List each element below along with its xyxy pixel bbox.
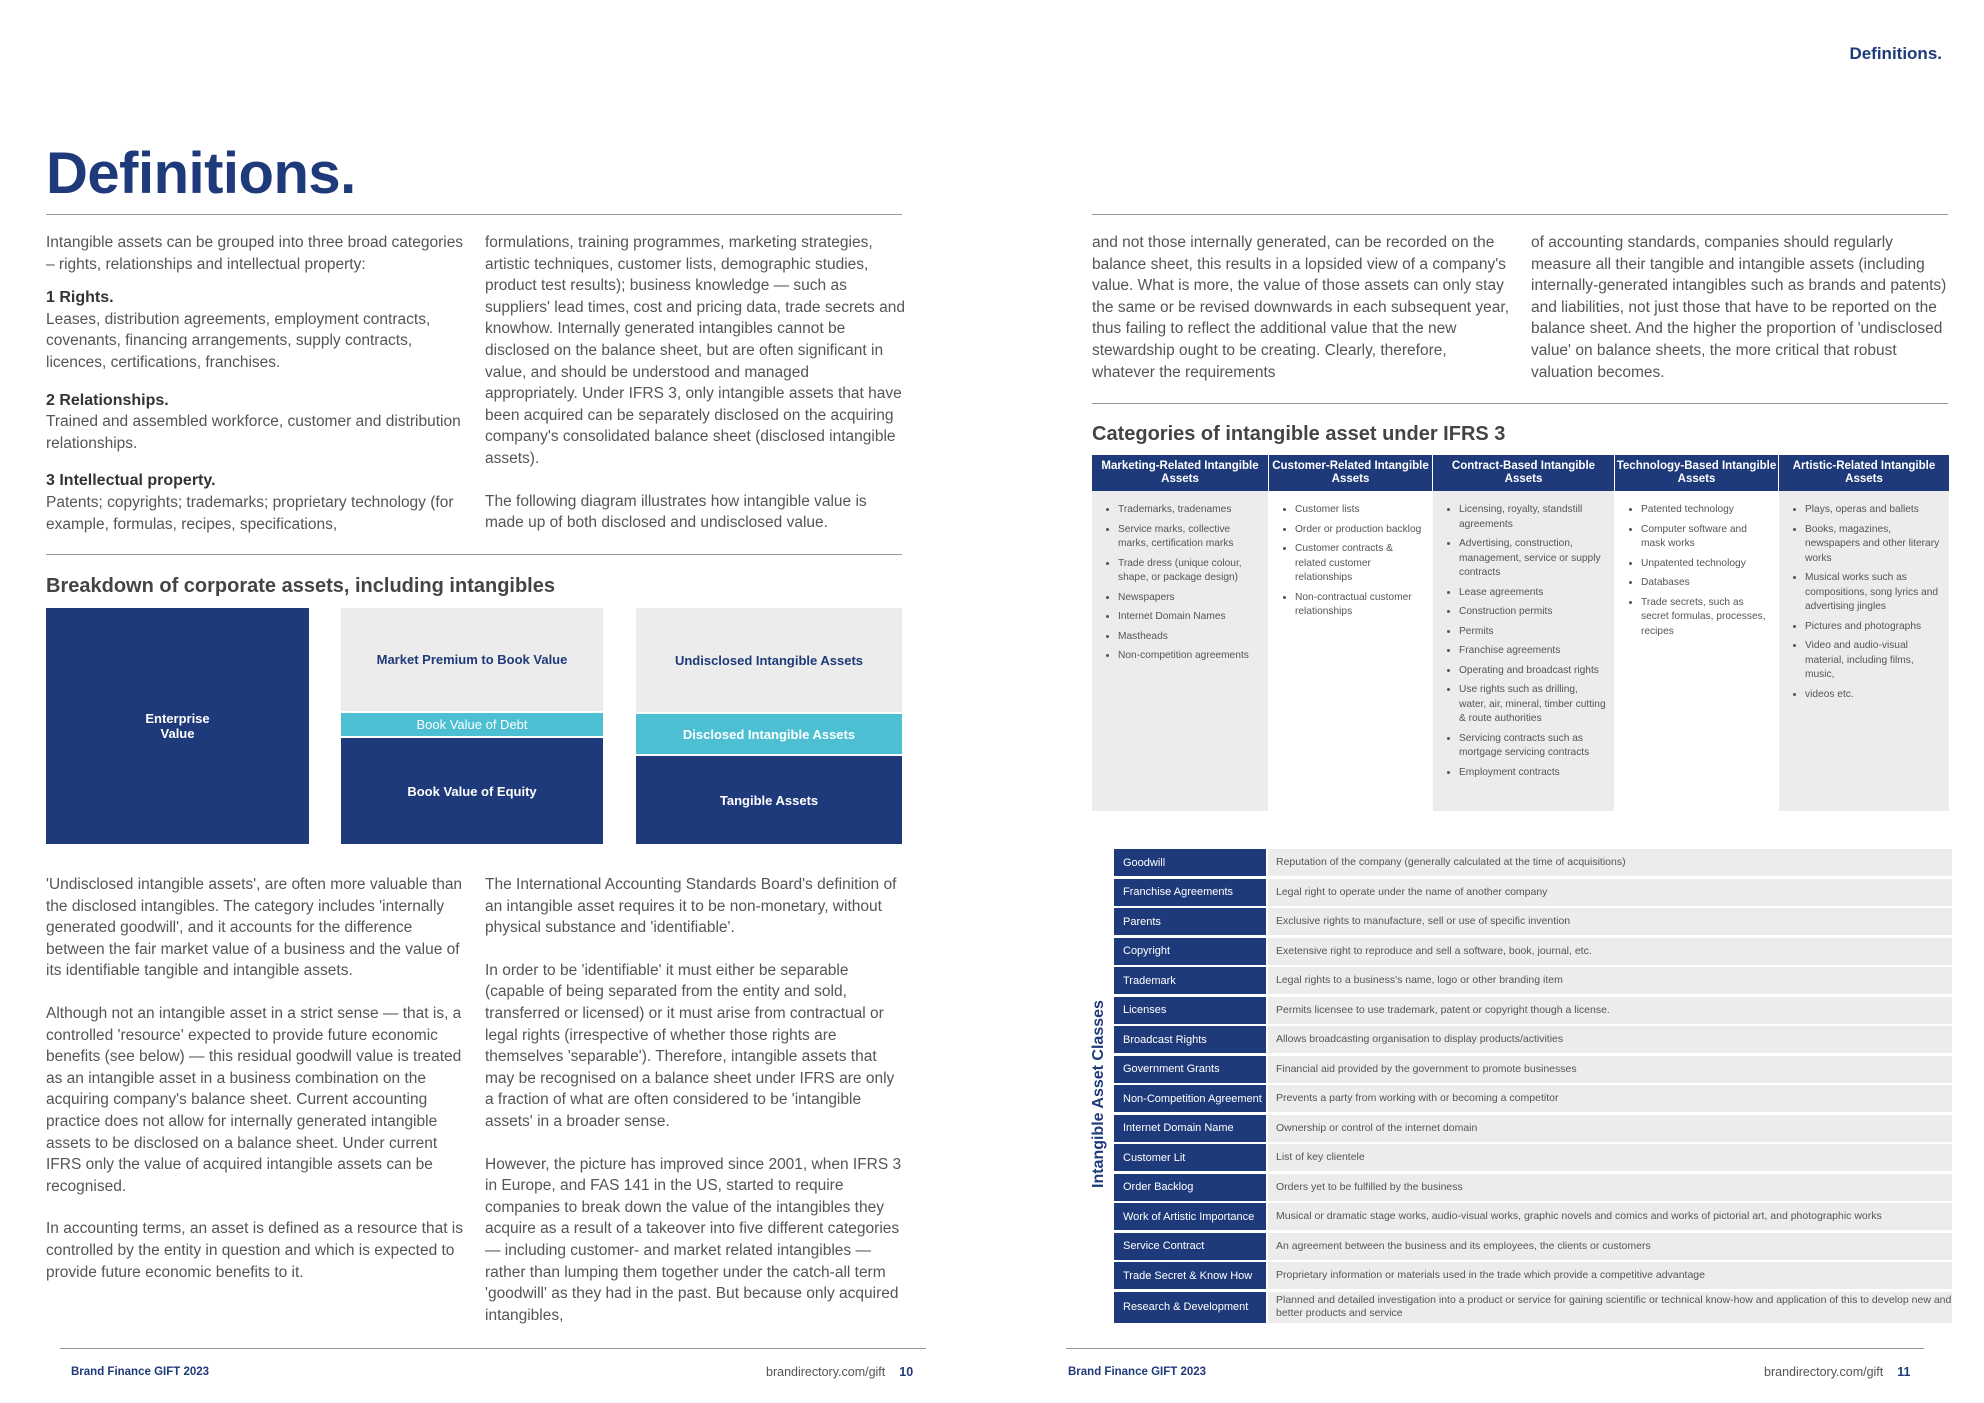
category-items <box>1281 503 1424 620</box>
category-item: • Non-contractual customer relationships <box>1295 591 1424 620</box>
category-items <box>1104 503 1260 664</box>
class-description: Permits licensee to use trademark, patent or copyright though a license. <box>1268 997 1952 1024</box>
intro-text: Intangible assets can be grouped into three broad categories – rights, relationships and intellectual property: <box>46 234 464 273</box>
classes-row <box>1114 1026 1952 1053</box>
class-name: Goodwill <box>1114 849 1266 876</box>
classes-row <box>1114 1292 1952 1323</box>
category-column-head: Artistic-Related Intangible Assets <box>1779 455 1949 491</box>
category-column <box>1269 455 1432 811</box>
footer-rule <box>60 1348 926 1349</box>
class-description: An agreement between the business and its employees, the clients or customers <box>1268 1233 1952 1260</box>
category-relationships <box>46 390 466 455</box>
tangible-block: Tangible Assets <box>636 756 902 844</box>
book-equity-block: Book Value of Equity <box>341 738 603 844</box>
disclosed-block: Disclosed Intangible Assets <box>636 714 902 754</box>
footer-brand: Brand Finance GIFT 2023 <box>1068 1366 1207 1378</box>
right-col2: of accounting standards, companies should regularly measure all their tangible and intangible assets (including internally-generated intangibles such as brands and patents) and liabilities, not just those that have to be reported on the balance sheet. And the higher the proportion of 'undisclosed value' on balance sheets, the more critical that robust valuation becomes. <box>1531 234 1947 381</box>
class-name: Customer Lit <box>1114 1144 1266 1171</box>
footer-url <box>1764 1365 1910 1379</box>
paragraph: In accounting terms, an asset is defined as a resource that is controlled by the entity in question and which is expected to provide future economic benefits to it. <box>46 1220 464 1281</box>
category-text: Trained and assembled workforce, customer and distribution relationships. <box>46 413 461 452</box>
class-description: Exetensive right to reproduce and sell a software, book, journal, etc. <box>1268 938 1952 965</box>
class-name: Broadcast Rights <box>1114 1026 1266 1053</box>
category-text: Patents; copyrights; trademarks; proprietary technology (for example, formulas, recipes, specifications, <box>46 493 454 533</box>
class-name: Trademark <box>1114 967 1266 994</box>
header-title: Definitions. <box>1849 44 1942 63</box>
category-items <box>1445 503 1606 780</box>
category-item: • Newspapers <box>1118 591 1260 606</box>
classes-row <box>1114 879 1952 906</box>
paragraph: The following diagram illustrates how intangible value is made up of both disclosed and undisclosed value. <box>485 492 867 532</box>
category-item: • Unpatented technology <box>1641 557 1770 572</box>
category-item: • Use rights such as drilling, water, air, mineral, timber cutting & route authorities <box>1459 683 1606 727</box>
category-items <box>1627 503 1770 639</box>
class-description: Musical or dramatic stage works, audio-visual works, graphic novels and comics and works of pictorial art, and photographic works <box>1268 1203 1952 1230</box>
paragraph: The International Accounting Standards Board's definition of an intangible asset requires it to be non-monetary, without physical substance and 'identifiable'. <box>485 876 897 937</box>
classes-row <box>1114 1203 1952 1230</box>
class-name: Government Grants <box>1114 1056 1266 1083</box>
class-description: Proprietary information or materials used in the trade which provide a competitive advantage <box>1268 1262 1952 1289</box>
category-column-head: Technology-Based Intangible Assets <box>1615 455 1778 491</box>
category-column <box>1092 455 1268 811</box>
categories-title: Categories of intangible asset under IFRS 3 <box>1092 423 1506 445</box>
class-description: Legal right to operate under the name of another company <box>1268 879 1952 906</box>
category-head: 2 Relationships. <box>46 391 169 409</box>
classes-row <box>1114 1144 1952 1171</box>
class-name: Copyright <box>1114 938 1266 965</box>
divider <box>46 554 902 555</box>
paragraph: In order to be 'identifiable' it must either be separable (capable of being separated from the entity and sold, transferred or licensed) or it must arise from contractual or legal rights (irrespective of whether those rights are themselves 'separable'). Therefore, intangible assets that may be recognised on a balance sheet under IFRS are only a fraction of what are often considered to be 'intangible assets' in a broader sense. <box>485 961 895 1130</box>
category-item: • Databases <box>1641 576 1770 591</box>
class-description: Financial aid provided by the government to promote businesses <box>1268 1056 1952 1083</box>
paragraph: 'Undisclosed intangible assets', are often more valuable than the disclosed intangibles. The category includes 'internally generated goodwill', and it accounts for the difference between the fair market value of a business and the value of its identifiable tangible and intangible assets. <box>46 876 463 980</box>
category-item: • Non-competition agreements <box>1118 649 1260 664</box>
classes-row <box>1114 1262 1952 1289</box>
category-item: • Servicing contracts such as mortgage servicing contracts <box>1459 732 1606 761</box>
category-item: • videos etc. <box>1805 688 1941 703</box>
category-column <box>1779 455 1949 811</box>
category-item: • Customer lists <box>1295 503 1424 518</box>
undisclosed-block: Undisclosed Intangible Assets <box>636 608 902 712</box>
class-description: Reputation of the company (generally calculated at the time of acquisitions) <box>1268 849 1952 876</box>
classes-axis-label: Intangible Asset Classes <box>1090 1000 1107 1188</box>
classes-row <box>1114 967 1952 994</box>
enterprise-value-block: Enterprise Value <box>46 608 309 844</box>
class-description: Allows broadcasting organisation to display products/activities <box>1268 1026 1952 1053</box>
classes-row <box>1114 1174 1952 1201</box>
category-item: • Customer contracts & related customer relationships <box>1295 542 1424 586</box>
category-item: • Employment contracts <box>1459 766 1606 781</box>
category-column <box>1433 455 1614 811</box>
category-item: • Operating and broadcast rights <box>1459 664 1606 679</box>
category-item: • Internet Domain Names <box>1118 610 1260 625</box>
class-name: Trade Secret & Know How <box>1114 1262 1266 1289</box>
divider <box>1092 214 1948 215</box>
breakdown-title: Breakdown of corporate assets, including intangibles <box>46 575 555 597</box>
class-name: Internet Domain Name <box>1114 1115 1266 1142</box>
category-item: • Mastheads <box>1118 630 1260 645</box>
category-item: • Advertising, construction, management, service or supply contracts <box>1459 537 1606 581</box>
classes-row <box>1114 908 1952 935</box>
category-item: • Pictures and photographs <box>1805 620 1941 635</box>
classes-row <box>1114 1056 1952 1083</box>
category-item: • Trade dress (unique colour, shape, or package design) <box>1118 557 1260 586</box>
right-col1: and not those internally generated, can be recorded on the balance sheet, this results in a lopsided view of a company's value. What is more, the value of those assets can only stay the same or be revised downwards in each subsequent year, thus failing to reflect the additional value that the new stewardship ought to be creating. Clearly, therefore, whatever the requirements <box>1092 234 1510 381</box>
class-name: Parents <box>1114 908 1266 935</box>
class-name: Service Contract <box>1114 1233 1266 1260</box>
category-head: 3 Intellectual property. <box>46 472 216 490</box>
class-name: Work of Artistic Importance <box>1114 1203 1266 1230</box>
class-description: Exclusive rights to manufacture, sell or use of specific invention <box>1268 908 1952 935</box>
category-item: • Computer software and mask works <box>1641 523 1770 552</box>
class-name: Non-Competition Agreement <box>1114 1085 1266 1112</box>
classes-row <box>1114 938 1952 965</box>
page-title: Definitions. <box>46 141 356 206</box>
category-item: • Order or production backlog <box>1295 523 1424 538</box>
category-item: • Lease agreements <box>1459 586 1606 601</box>
category-ip <box>46 470 466 535</box>
left-col2 <box>485 232 905 555</box>
category-item: • Musical works such as compositions, song lyrics and advertising jingles <box>1805 571 1941 615</box>
class-name: Research & Development <box>1114 1292 1266 1323</box>
category-item: • Franchise agreements <box>1459 644 1606 659</box>
footer-url <box>766 1365 913 1379</box>
category-text: Leases, distribution agreements, employment contracts, covenants, financing arrangements, supply contracts, licences, certifications, franchises. <box>46 310 431 371</box>
classes-row <box>1114 849 1952 876</box>
classes-row <box>1114 997 1952 1024</box>
divider <box>46 214 902 215</box>
left-col3 <box>46 874 466 1304</box>
page-number: 11 <box>1897 1365 1911 1379</box>
category-item: • Construction permits <box>1459 605 1606 620</box>
classes-row <box>1114 1085 1952 1112</box>
category-item: • Permits <box>1459 625 1606 640</box>
class-description: Prevents a party from working with or becoming a competitor <box>1268 1085 1952 1112</box>
footer-link[interactable]: brandirectory.com/gift <box>1764 1365 1884 1379</box>
category-items <box>1791 503 1941 702</box>
paragraph: Although not an intangible asset in a strict sense — that is, a controlled 'resource' expected to provide future economic benefits (see below) — this residual goodwill value is treated as an intangible asset in a business combination on the acquiring company's balance sheet. Current accounting practice does not allow for internally generated intangible assets to be disclosed on a balance sheet. Under current IFRS only the value of acquired intangible assets can be recognised. <box>46 1004 462 1195</box>
class-name: Licenses <box>1114 997 1266 1024</box>
page-number: 10 <box>899 1365 914 1379</box>
class-name: Franchise Agreements <box>1114 879 1266 906</box>
book-debt-block: Book Value of Debt <box>341 713 603 736</box>
left-col4 <box>485 874 905 1347</box>
category-rights <box>46 287 466 373</box>
class-description: List of key clientele <box>1268 1144 1952 1171</box>
class-description: Orders yet to be fulfilled by the business <box>1268 1174 1952 1201</box>
paragraph: formulations, training programmes, marketing strategies, artistic techniques, customer lists, demographic studies, product test results); business knowledge — such as suppliers' lead times, cost and pricing data, trade secrets and knowhow. Internally generated intangibles cannot be disclosed on the balance sheet, but are often significant in value, and should be understood and managed appropriately. Under IFRS 3, only intangible assets that have been acquired can be separately disclosed on the acquiring company's consolidated balance sheet (disclosed intangible assets). <box>485 234 905 467</box>
divider <box>1092 403 1948 404</box>
class-name: Order Backlog <box>1114 1174 1266 1201</box>
class-description: Planned and detailed investigation into a product or service for gaining scientific or technical know-how and application of this to develop new and better products and service <box>1268 1292 1952 1323</box>
category-item: • Books, magazines, newspapers and other literary works <box>1805 523 1941 567</box>
category-item: • Video and audio-visual material, including films, music, <box>1805 639 1941 683</box>
category-column-head: Contract-Based Intangible Assets <box>1433 455 1614 491</box>
left-col1 <box>46 232 466 551</box>
category-item: • Licensing, royalty, standstill agreements <box>1459 503 1606 532</box>
paragraph: However, the picture has improved since 2001, when IFRS 3 in Europe, and FAS 141 in the US, started to require companies to break down the value of the intangibles they acquire as a result of a takeover into five different categories — including customer- and market related intangibles — rather than lumping them together under the catch-all term 'goodwill' as they had in the past. But because only acquired intangibles, <box>485 1155 902 1324</box>
category-column <box>1615 455 1778 811</box>
category-item: • Trade secrets, such as secret formulas, processes, recipes <box>1641 596 1770 640</box>
category-item: • Patented technology <box>1641 503 1770 518</box>
footer-rule <box>1066 1348 1924 1349</box>
category-head: 1 Rights. <box>46 289 114 307</box>
classes-row <box>1114 1233 1952 1260</box>
footer-brand: Brand Finance GIFT 2023 <box>71 1366 210 1378</box>
class-description: Ownership or control of the internet domain <box>1268 1115 1952 1142</box>
category-item: • Plays, operas and ballets <box>1805 503 1941 518</box>
footer-link[interactable]: brandirectory.com/gift <box>766 1365 886 1379</box>
category-column-head: Marketing-Related Intangible Assets <box>1092 455 1268 491</box>
classes-row <box>1114 1115 1952 1142</box>
market-premium-block: Market Premium to Book Value <box>341 608 603 711</box>
category-item: • Trademarks, tradenames <box>1118 503 1260 518</box>
category-item: • Service marks, collective marks, certification marks <box>1118 523 1260 552</box>
class-description: Legal rights to a business's name, logo or other branding item <box>1268 967 1952 994</box>
category-column-head: Customer-Related Intangible Assets <box>1269 455 1432 491</box>
